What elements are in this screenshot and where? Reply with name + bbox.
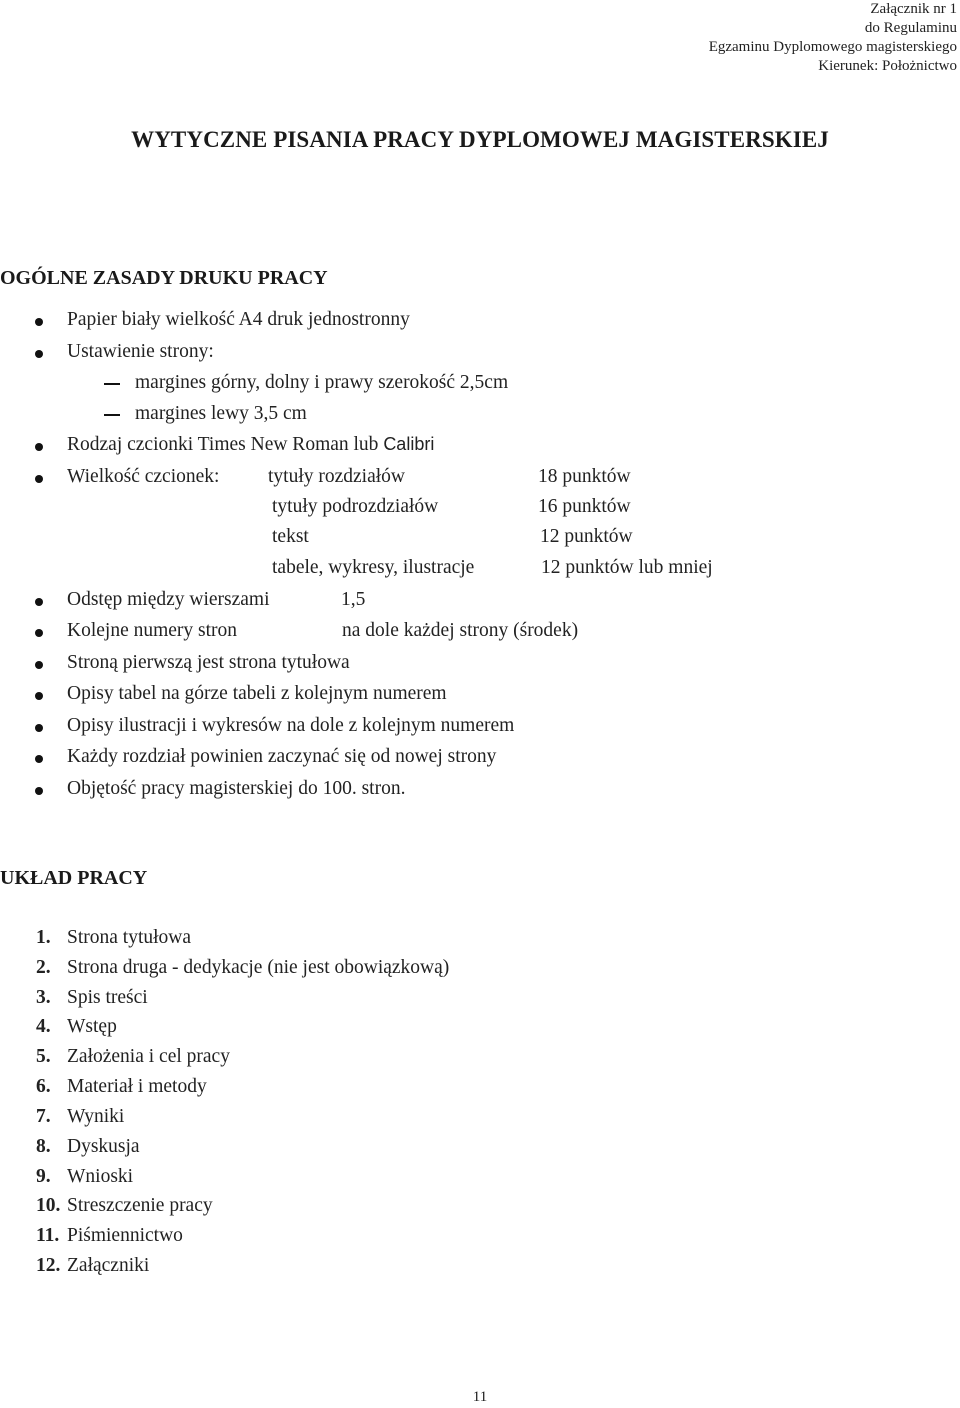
list-item-number: 9. <box>36 1166 51 1187</box>
font-size-item: tekst <box>272 526 309 547</box>
list-item-number: 11. <box>36 1225 60 1246</box>
list-item <box>36 957 51 979</box>
list-item <box>36 1225 59 1247</box>
rule-first-page: Stroną pierwszą jest strona tytułowa <box>67 652 350 673</box>
rule-margin-top-bottom-right: margines górny, dolny i prawy szerokość 2,5cm <box>135 372 509 393</box>
list-item-number: 12. <box>36 1255 61 1276</box>
list-item-number: 7. <box>36 1106 51 1127</box>
list-item <box>36 1106 51 1128</box>
list-item-label: Dyskusja <box>67 1136 140 1157</box>
rule-font-type-calibri: Calibri <box>383 434 435 454</box>
rule-figure-captions: Opisy ilustracji i wykresów na dole z kolejnym numerem <box>67 715 515 736</box>
list-item-number: 8. <box>36 1136 51 1157</box>
bullet-icon <box>35 692 43 700</box>
list-item-number: 10. <box>36 1195 61 1216</box>
list-item <box>36 927 51 949</box>
dash-icon <box>104 383 120 385</box>
list-item-label: Materiał i metody <box>67 1076 207 1097</box>
page-number: 11 <box>472 1389 488 1405</box>
list-item <box>36 1195 60 1217</box>
bullet-icon <box>35 598 43 606</box>
rule-table-captions: Opisy tabel na górze tabeli z kolejnym numerem <box>67 683 447 704</box>
rule-font-type <box>67 434 434 456</box>
font-size-value: 18 punktów <box>538 466 631 487</box>
list-item-number: 4. <box>36 1016 51 1037</box>
rule-volume: Objętość pracy magisterskiej do 100. stron. <box>67 778 406 799</box>
rule-page-setup: Ustawienie strony: <box>67 341 214 362</box>
list-item-number: 6. <box>36 1076 51 1097</box>
list-item-label: Wyniki <box>67 1106 125 1127</box>
font-size-value: 16 punktów <box>538 496 631 517</box>
attachment-line-3: Egzaminu Dyplomowego magisterskiego <box>708 39 957 55</box>
attachment-line-2: do Regulaminu <box>864 20 957 36</box>
rule-page-numbers-label: Kolejne numery stron <box>67 620 238 641</box>
list-item-label: Spis treści <box>67 987 148 1008</box>
list-item-label: Strona druga - dedykacje (nie jest obowiązkową) <box>67 957 450 978</box>
list-item <box>36 1136 51 1158</box>
bullet-icon <box>35 443 43 451</box>
font-size-value: 12 punktów <box>540 526 633 547</box>
rule-line-spacing-label: Odstęp między wierszami <box>67 589 270 610</box>
bullet-icon <box>35 318 43 326</box>
list-item <box>36 1166 51 1188</box>
list-item <box>36 1016 51 1038</box>
rule-page-numbers-value: na dole każdej strony (środek) <box>342 620 579 641</box>
bullet-icon <box>35 350 43 358</box>
list-item <box>36 1255 60 1277</box>
font-size-item: tytuły podrozdziałów <box>272 496 439 517</box>
attachment-note <box>709 0 957 76</box>
dash-icon <box>104 414 120 416</box>
attachment-line-4: Kierunek: Położnictwo <box>818 58 957 74</box>
section-heading-structure: UKŁAD PRACY <box>0 867 148 889</box>
font-size-value: 12 punktów lub mniej <box>541 557 713 578</box>
section-heading-print-rules: OGÓLNE ZASADY DRUKU PRACY <box>0 267 328 289</box>
rule-line-spacing-value: 1,5 <box>341 589 366 610</box>
list-item-label: Załączniki <box>67 1255 150 1276</box>
document-title: WYTYCZNE PISANIA PRACY DYPLOMOWEJ MAGISTERSKIEJ <box>131 127 829 152</box>
bullet-icon <box>35 724 43 732</box>
list-item-number: 2. <box>36 957 51 978</box>
rule-margin-left: margines lewy 3,5 cm <box>135 403 307 424</box>
list-item-number: 5. <box>36 1046 51 1067</box>
font-size-item: tytuły rozdziałów <box>268 466 406 487</box>
rule-font-size-label: Wielkość czcionek: <box>67 466 220 487</box>
bullet-icon <box>35 755 43 763</box>
attachment-line-1: Załącznik nr 1 <box>870 1 957 17</box>
rule-paper: Papier biały wielkość A4 druk jednostronny <box>67 309 410 330</box>
bullet-icon <box>35 661 43 669</box>
bullet-icon <box>35 629 43 637</box>
list-item-label: Wnioski <box>67 1166 134 1187</box>
list-item-label: Strona tytułowa <box>67 927 192 948</box>
list-item-label: Założenia i cel pracy <box>67 1046 230 1067</box>
rule-font-type-text: Rodzaj czcionki Times New Roman lub <box>67 434 379 455</box>
rule-chapters-new-page: Każdy rozdział powinien zaczynać się od nowej strony <box>67 746 497 767</box>
list-item-number: 1. <box>36 927 51 948</box>
list-item <box>36 1076 51 1098</box>
list-item-label: Piśmiennictwo <box>67 1225 183 1246</box>
font-size-item: tabele, wykresy, ilustracje <box>272 557 475 578</box>
list-item-label: Wstęp <box>67 1016 117 1037</box>
list-item-label: Streszczenie pracy <box>67 1195 213 1216</box>
list-item <box>36 987 51 1009</box>
bullet-icon <box>35 475 43 483</box>
list-item <box>36 1046 51 1068</box>
list-item-number: 3. <box>36 987 51 1008</box>
bullet-icon <box>35 787 43 795</box>
